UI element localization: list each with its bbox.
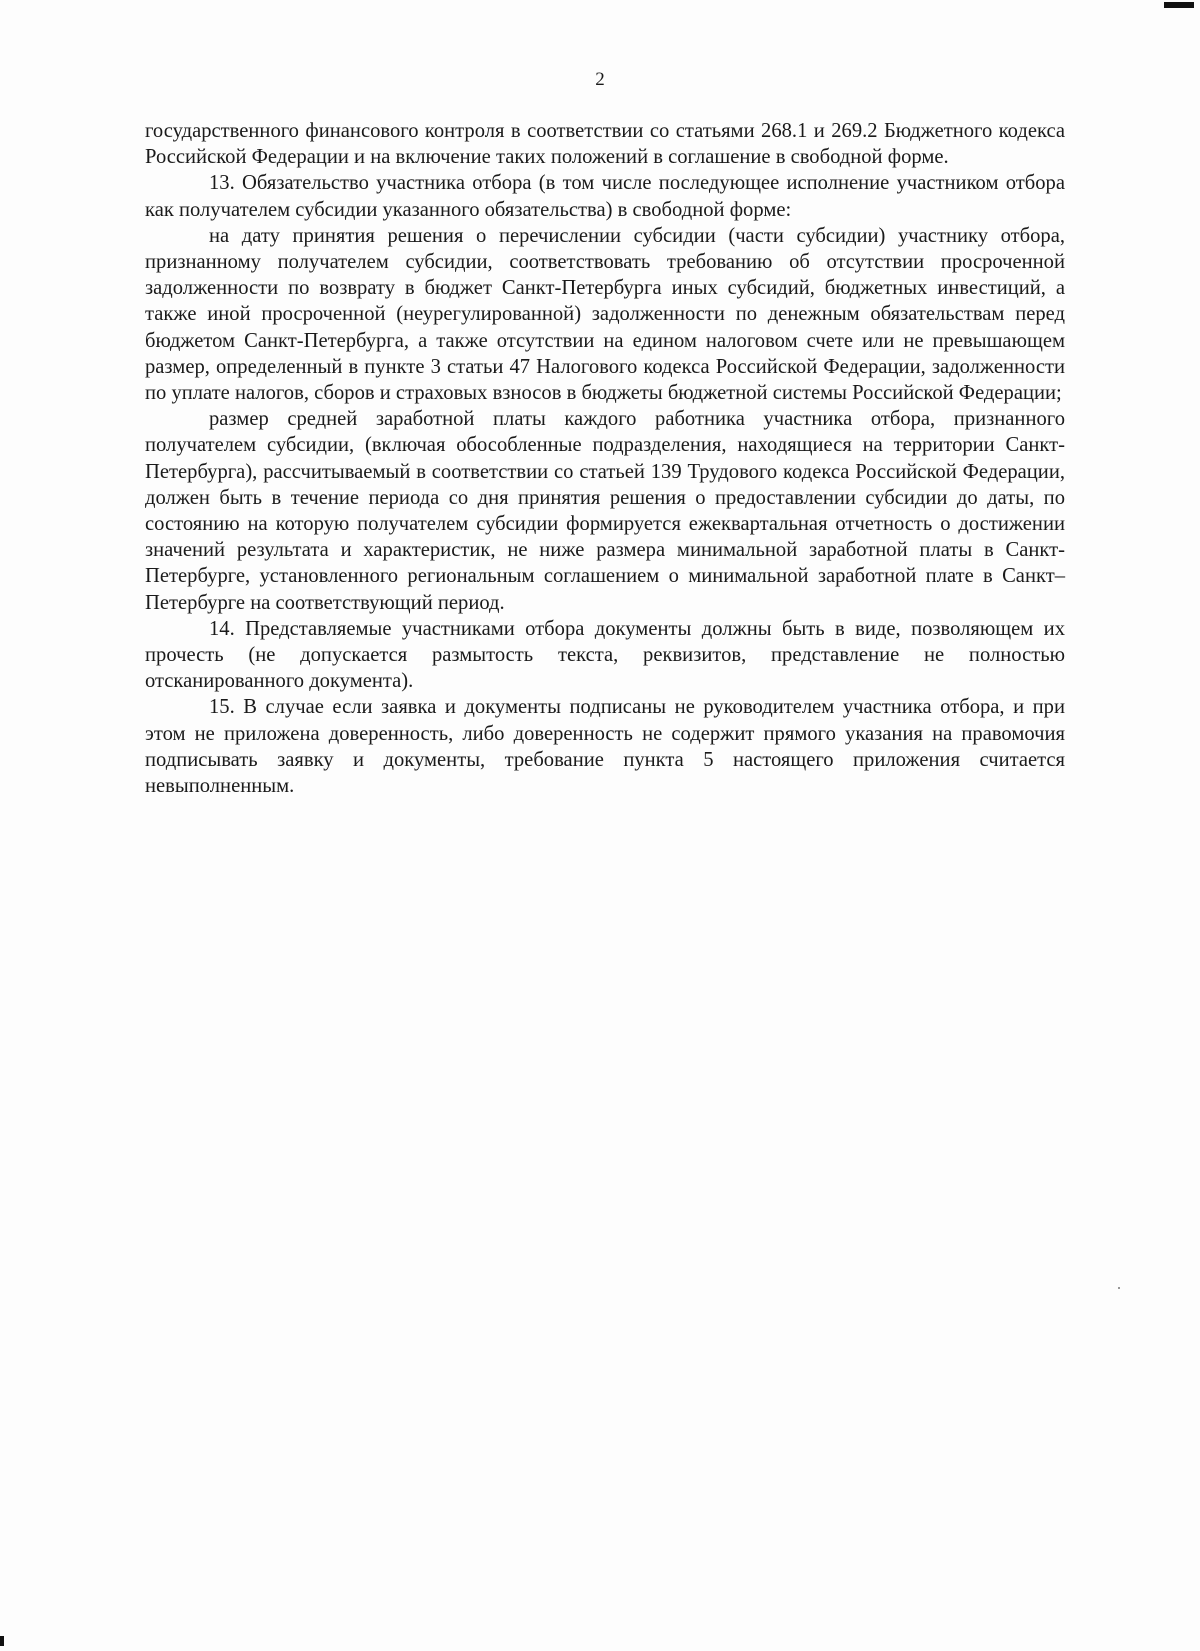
document-body (145, 118, 1065, 799)
scan-corner-mark (1164, 2, 1194, 8)
scan-speck (1118, 1287, 1120, 1289)
paragraph-continuation: государственного финансового контроля в соответствии со статьями 268.1 и 269.2 Бюджетного кодекса Российской Федерации и на включение таких положений в соглашение в свободной форме. (145, 120, 1065, 169)
paragraph-item-15: 15. В случае если заявка и документы подписаны не руководителем участника отбора, и при этом не приложена доверенность, либо доверенность не содержит прямого указания на правомочия подписывать заявку и документы, требование пункта 5 настоящего приложения считается невыполненным. (145, 696, 1065, 798)
paragraph-item-14: 14. Представляемые участниками отбора документы должны быть в виде, позволяющем их прочесть (не допускается размытость текста, реквизитов, представление не полностью отсканированного документа). (145, 617, 1065, 693)
paragraph-item-13: 13. Обязательство участника отбора (в том числе последующее исполнение участником отбора как получателем субсидии указанного обязательства) в свободной форме: (145, 172, 1065, 221)
scan-edge-mark (0, 1636, 4, 1646)
paragraph-item-13-obligation-1: на дату принятия решения о перечислении субсидии (части субсидии) участнику отбора, признанному получателем субсидии, соответствовать требованию об отсутствии просроченной задолженности по возврату в бюджет Санкт-Петербурга иных субсидий, бюджетных инвестиций, а также иной просроченной (неурегулированной) задолженности по денежным обязательствам перед бюджетом Санкт-Петербурга, а также отсутствии на едином налоговом счете или не превышающем размер, определенный в пункте 3 статьи 47 Налогового кодекса Российской Федерации, задолженности по уплате налогов, сборов и страховых взносов в бюджеты бюджетной системы Российской Федерации; (145, 224, 1065, 405)
page-number: 2 (595, 69, 605, 90)
paragraph-item-13-obligation-2: размер средней заработной платы каждого работника участника отбора, признанного получателем субсидии, (включая обособленные подразделения, находящиеся на территории Санкт-Петербурга), рассчитываемый в соответствии со статьей 139 Трудового кодекса Российской Федерации, должен быть в течение периода со дня принятия решения о предоставлении субсидии до даты, по состоянию на которую получателем субсидии формируется ежеквартальная отчетность о достижении значений результата и характеристик, не ниже размера минимальной заработной платы в Санкт-Петербурге, установленного региональным соглашением о минимальной заработной плате в Санкт–Петербурге на соответствующий период. (145, 408, 1065, 614)
